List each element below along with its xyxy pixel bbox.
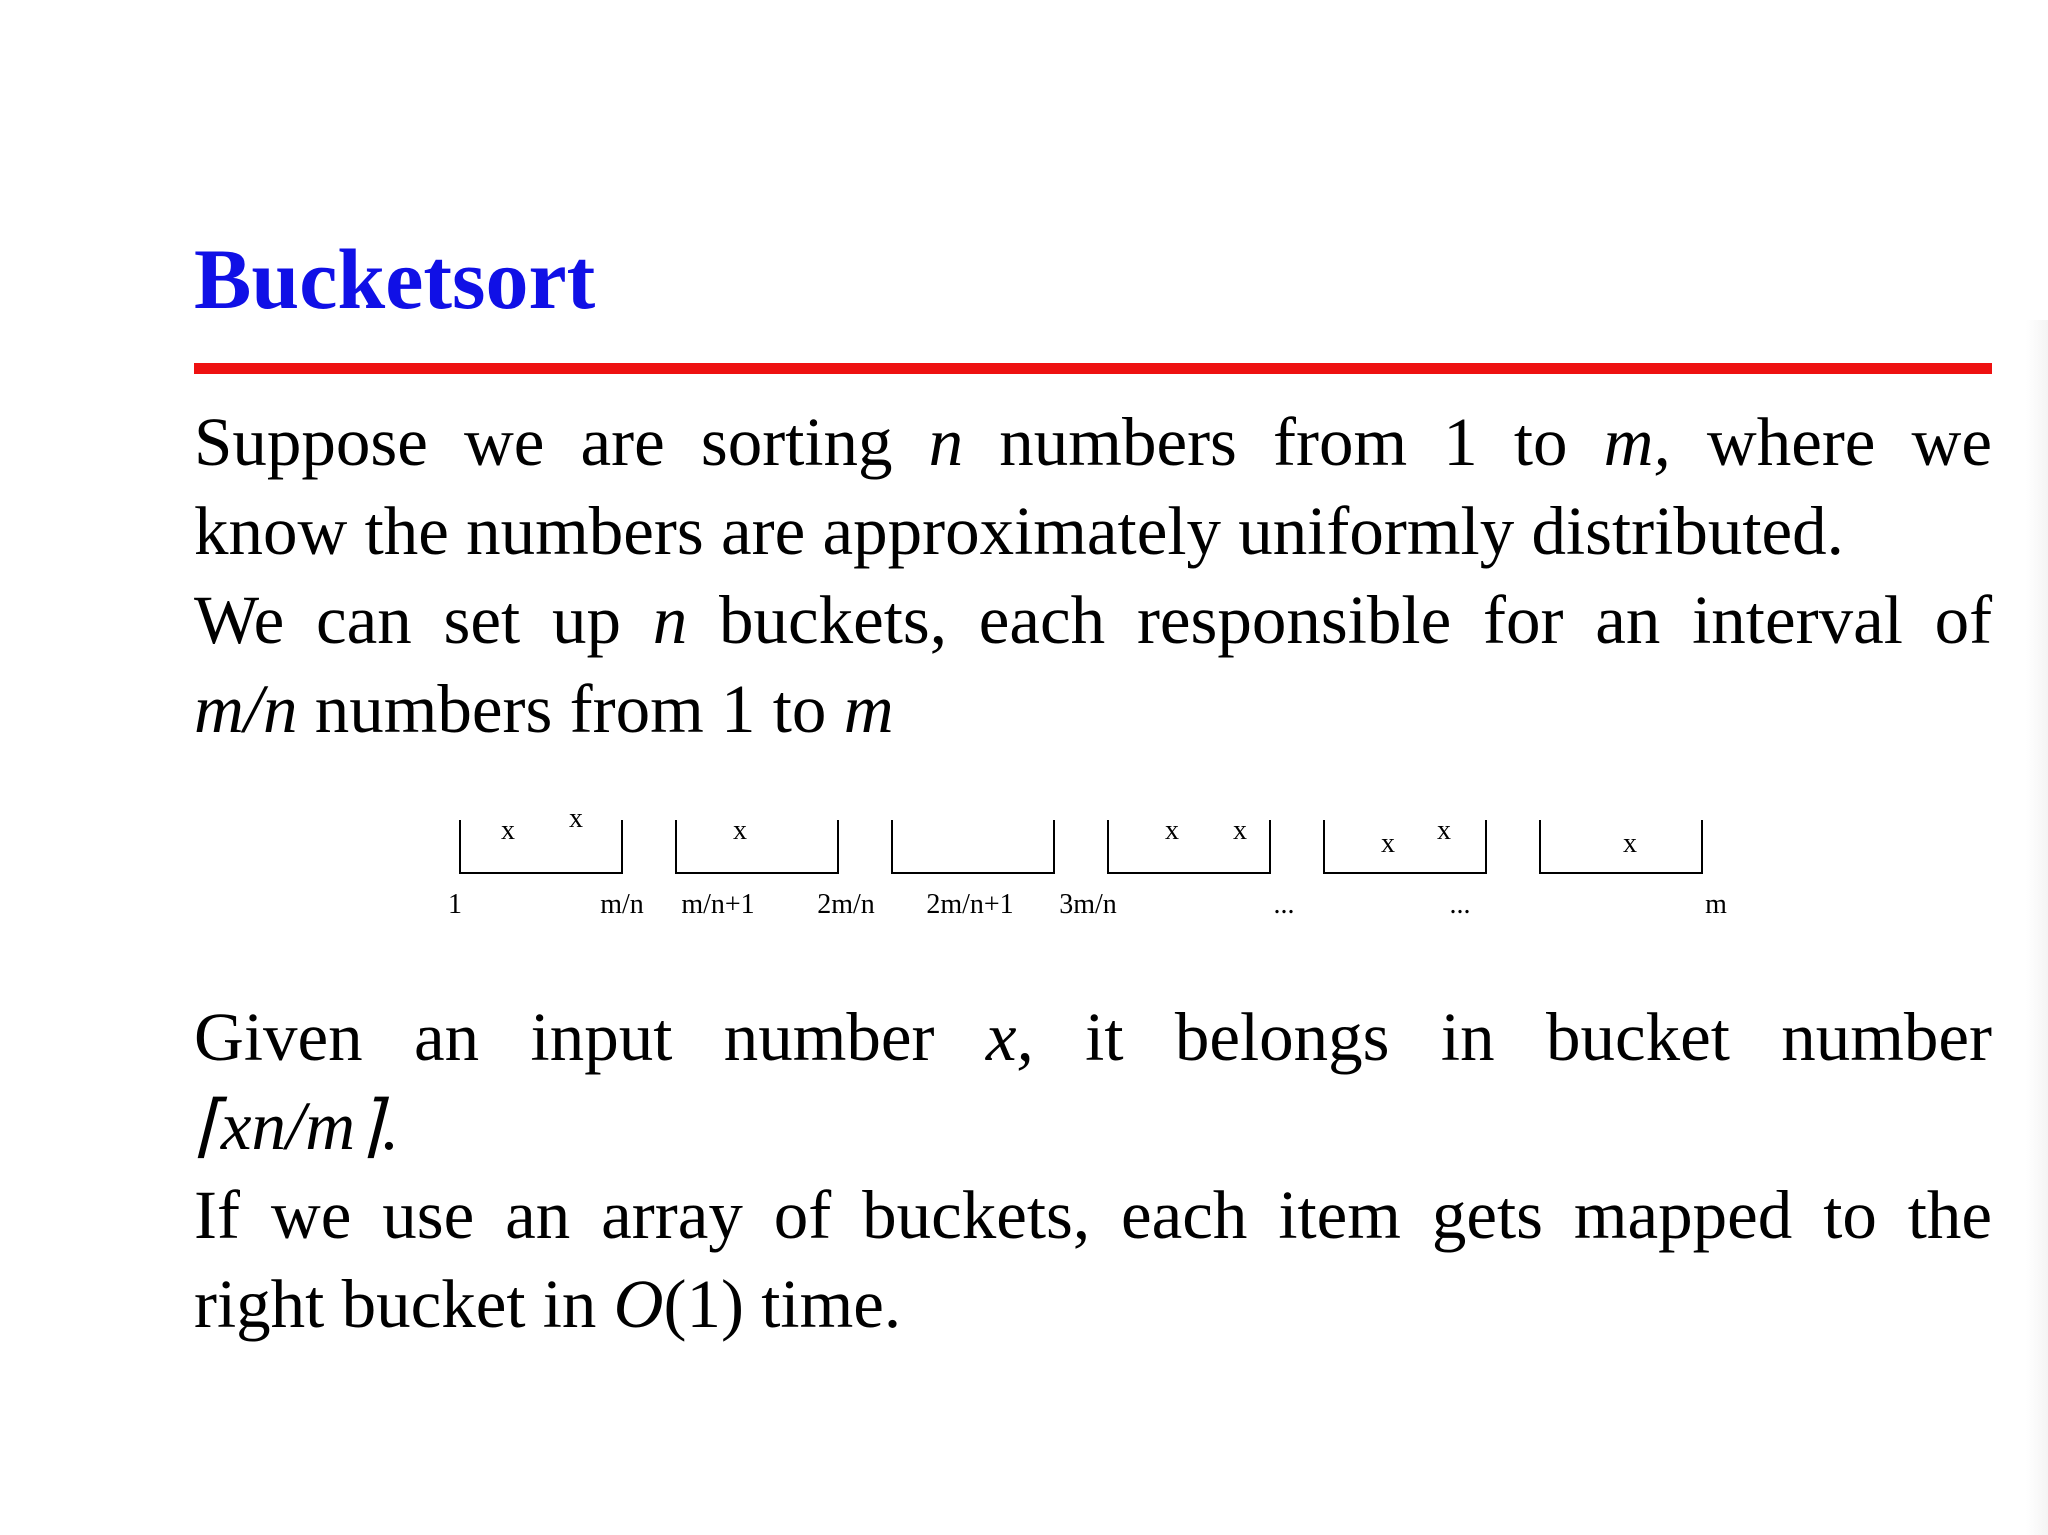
math-one: 1	[721, 671, 756, 747]
bucket-boundary-label: ...	[1449, 889, 1471, 920]
math-one: 1	[1443, 404, 1478, 480]
math-m: m	[843, 671, 894, 747]
body-line-1: Given an input number x, it belongs in bucket number	[194, 999, 1993, 1075]
body-line-4: right bucket in O(1) time.	[194, 1266, 902, 1342]
bucket-boundary-label: 3m/n	[1059, 889, 1117, 920]
bucket-item-mark: x	[1437, 815, 1451, 846]
bucket-boundary-label: 1	[448, 889, 462, 920]
title-underline	[194, 363, 1992, 374]
bucket-boundary-label: 2m/n	[817, 889, 875, 920]
bucket-boundary-label: m	[1705, 889, 1727, 920]
bucket-item-mark: x	[1165, 815, 1179, 846]
intro-paragraph	[194, 398, 1992, 754]
slide-title: Bucketsort	[194, 231, 596, 327]
math-m-over-n: m/n	[194, 671, 298, 747]
bucket-boundary-label: m/n	[600, 889, 644, 920]
bucket-6	[1540, 820, 1702, 873]
bucket-item-mark: x	[1381, 828, 1395, 859]
bucket-diagram	[430, 800, 1750, 930]
math-n: n	[652, 582, 688, 658]
bucket-item-mark: x	[1623, 828, 1637, 859]
bucket-boundary-label: m/n+1	[681, 889, 755, 920]
bucket-item-mark: x	[569, 803, 583, 834]
bucket-3	[892, 820, 1054, 873]
body-paragraph	[194, 993, 1992, 1349]
intro-line-1: Suppose we are sorting n numbers from 1 to m, where we	[194, 404, 1993, 480]
intro-line-2: know the numbers are approximately uniformly distributed.	[194, 493, 1844, 569]
bucket-5	[1324, 820, 1486, 873]
intro-line-3: We can set up n buckets, each responsible for an interval of	[194, 582, 1993, 658]
bucket-2	[676, 820, 838, 873]
intro-line-4: m/n numbers from 1 to m	[194, 671, 894, 747]
bucket-item-mark: x	[733, 815, 747, 846]
bucket-boundary-label: 2m/n+1	[926, 889, 1014, 920]
body-line-3: If we use an array of buckets, each item gets mapped to the	[194, 1177, 1993, 1253]
bucket-item-mark: x	[501, 815, 515, 846]
math-big-o: O	[613, 1266, 664, 1342]
math-m: m,	[1603, 404, 1671, 480]
page-edge-shadow	[2026, 320, 2048, 1535]
math-ceiling-expression: ⌈xn/m⌉.	[194, 1088, 400, 1164]
bucket-item-mark: x	[1233, 815, 1247, 846]
math-o-argument: (1)	[663, 1266, 744, 1342]
bucket-boundary-label: ...	[1273, 889, 1295, 920]
bucket-1	[460, 820, 622, 873]
math-x: x,	[985, 999, 1034, 1075]
bucket-diagram-svg	[430, 800, 1750, 930]
math-n: n	[928, 404, 964, 480]
